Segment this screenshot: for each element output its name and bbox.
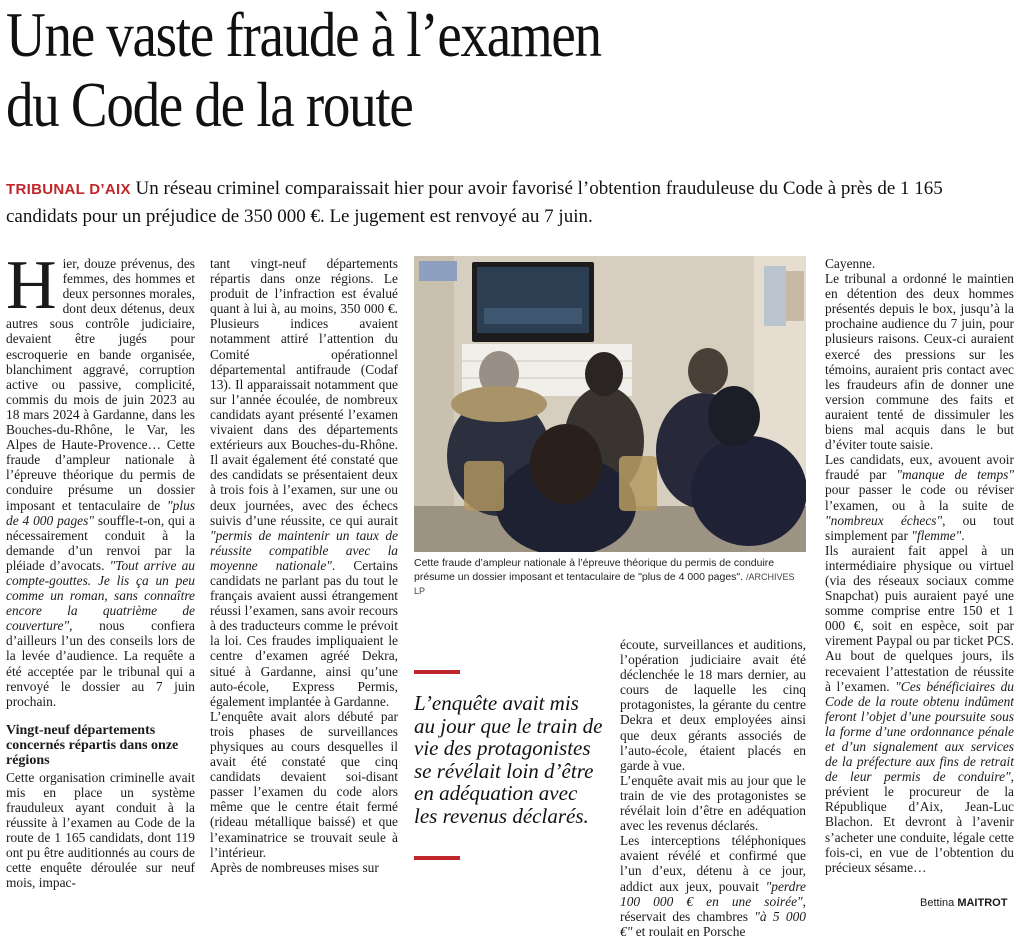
quote-run: "perdre 100 000 € en une soirée": [620, 878, 806, 909]
headline-line-2: du Code de la route: [6, 69, 413, 140]
text-run: Les interceptions téléphoniques avaient révélé et confirmé que l’un d’eux, détenu à ce jour, addict aux jeux, pouvait: [620, 833, 806, 894]
byline-first: Bettina: [920, 897, 955, 909]
photo-caption: [414, 556, 806, 598]
quote-run: "plus de 4 000 pages": [6, 497, 195, 528]
paragraph: Après de nombreuses mises sur: [210, 859, 379, 875]
column-4: [825, 256, 1014, 875]
headline: [6, 0, 870, 140]
subheading: Vingt-neuf départements concernés répartis dans onze régions: [6, 722, 179, 768]
text-run: . Certains candidats ne parlant pas du tout le français avaient aussi étrangement réussi l’examen, sans avoir recours à des traducteurs comme le prévoit la loi. Ces fraudes impliquaient le centre d’examen agréé Dekra, situé à Gardanne, ainsi qu’une auto-école, Express Permis, également implantée à Gardanne.: [210, 557, 398, 709]
paragraph: Le tribunal a ordonné le maintien en détention des deux hommes présentés depuis le box, jusqu’à la prochaine audience du 7 juin, pour plusieurs raisons. Ceux-ci auraient exercé des pressions sur les témoins, auraient pris contact avec les fraudeurs afin de donner une version commune des faits et auraient tenté de dissimuler les biens mal acquis dans le but d’éviter toute saisie.: [825, 271, 1014, 453]
paragraph: Cette organisation criminelle avait mis en place un système frauduleux ayant conduit à la réussite à l’examen au Code de la route de 1 165 candidats, dont 119 ont pu être auditionnés au cours de cette enquête déroulée sur neuf mois, impac-: [6, 769, 195, 891]
quote-run: "Tout arrive au compte-gouttes. Je lis ça un peu comme un roman, sans connaître encore la quatrième de couverture": [6, 557, 195, 634]
text-run: , réservait des chambres: [620, 893, 806, 924]
pullquote-rule-top: [414, 670, 460, 674]
text-run: tant vingt-neuf départements répartis dans onze régions. Le produit de l’infraction est évalué quant à lui à, au moins, 350 000 €. Plusieurs indices avaient notamment attiré l’attention du Comité opérationnel départemental antifraude (Codaf 13). Il apparaissait notamment que sur l’année écoulée, de nombreux candidats ayant présenté l’examen vivaient dans des départements extérieurs aux Bouches-du-Rhône. Il avait également été constaté que des candidats se présentaient deux à trois fois à l’examen, sur une ou deux journées, avec des échecs suivis d’une réussite, ce qui aurait: [210, 256, 398, 528]
quote-run: "à 5 000 €": [620, 908, 806, 939]
pullquote: L’enquête avait mis au jour que le train de vie des protagonistes se révélait loin d’être en adéquation avec les revenus déclarés.: [414, 691, 603, 828]
quote-run: "Ces bénéficiaires du Code de la route obtenu indûment feront l’objet d’une poursuite sous la forme d’une ordonnance pénale et d’un signalement aux services de la préfecture aux fins de retrait de leur permis de conduire": [825, 678, 1014, 785]
lede: [6, 175, 1014, 230]
pullquote-rule-bottom: [414, 856, 460, 860]
article-photo: [414, 256, 806, 552]
drop-cap: H: [6, 247, 57, 324]
classroom-illustration: [414, 256, 806, 552]
text-run: Ils auraient fait appel à un intermédiaire physique ou virtuel (via des réseaux sociaux comme Snapchat) puis auraient payé une somme comprise entre 150 et 1 000 €, soit en espèce, soit par virement Paypal ou par ticket PCS. Au bout de quelques jours, ils recevaient l’attestation de réussite à l’examen.: [825, 542, 1014, 694]
quote-run: "nombreux échecs": [825, 512, 943, 528]
photo-credit: /ARCHIVES LP: [414, 572, 795, 596]
paragraph: [620, 833, 806, 939]
byline-last: MAITROT: [957, 897, 1008, 909]
column-1: [6, 247, 195, 891]
paragraph: écoute, surveillances et auditions, l’opération judiciaire avait été déclenchée le 18 mars dernier, au cours de laquelle les cinq protagonistes, la gérante du centre Dekra et deux employées ainsi que deux gérants associés de l’auto-école, étaient placés en garde à vue.: [620, 637, 806, 773]
paragraph: [6, 247, 195, 709]
text-run: , ou tout simplement par: [825, 512, 1015, 543]
text-run: , nous confiera d’ailleurs l’un des conseils lors de la levée d’audience. La requête a été acceptée par le tribunal qui a renvoyé le dossier au 7 juin prochain.: [6, 618, 195, 709]
paragraph: Les candidats, eux, avouent avoir fraudé par "manque de temps" pour passer le code ou réviser l’examen, ou à la suite de "nombreux échecs", ou tout simplement par "flemme".: [825, 452, 1015, 543]
text-run: Les candidats, eux, avouent avoir fraudé par: [825, 452, 1014, 483]
paragraph: [825, 543, 1014, 875]
text-run: et roulait en Porsche: [635, 923, 746, 939]
kicker: TRIBUNAL D’AIX: [6, 181, 131, 198]
paragraph: L’enquête avait mis au jour que le train de vie des protagonistes se révélait loin d’être en adéquation avec les revenus déclarés.: [620, 772, 806, 834]
column-2: [210, 256, 398, 875]
paragraph: L’enquête avait alors débuté par trois phases de surveillances physiques au cours desquelles il avait été constaté que cinq candidats devaient soi-disant passer l’examen du code alors même que le centre était fermé (rideau métallique baissé) et que l’examinatrice se trouvait seule à l’intérieur.: [210, 708, 398, 860]
byline: [920, 897, 1007, 909]
text-run: souffle-t-on, qui a nécessairement conduit à la demande d’un renvoi par la pléiade d’avocats.: [6, 512, 195, 573]
quote-run: "permis de maintenir un taux de réussite compatible avec la moyenne nationale": [210, 527, 398, 573]
headline-line-1: Une vaste fraude à l’examen: [6, 0, 601, 70]
caption-text: Cette fraude d’ampleur nationale à l’épreuve théorique du permis de conduire présume un dossier imposant et tentaculaire de "plus de 4 000 pages".: [414, 557, 775, 583]
text-run: , prévient le procureur de la République d’Aix, Jean-Luc Blachon. Et devront à l’avenir s’acheter une conduite, légale cette fois-ci, en vue de l’obtention du précieux sésame…: [825, 769, 1014, 875]
text-run: ier, douze prévenus, des femmes, des hommes et deux personnes morales, dont deux détenus, deux autres sous contrôle judiciaire, devaient être jugés pour escroquerie en bande organisée, blanchiment aggravé, corruption active ou passive, complicité, commis du mois de juin 2023 au 18 mars 2024 à Gardanne, dans les Bouches-du-Rhône, le Var, les Alpes de Haute-Provence… Cette fraude d’ampleur nationale à l’épreuve théorique du permis de conduire présume un dossier imposant et tentaculaire de: [6, 256, 195, 513]
paragraph: [210, 256, 398, 709]
quote-run: "flemme": [911, 527, 962, 543]
text-run: pour passer le code ou réviser l’examen, ou à la suite de: [825, 482, 1014, 513]
column-3: [620, 637, 806, 939]
quote-run: "manque de temps": [896, 467, 1014, 483]
paragraph: Cayenne.: [825, 256, 876, 271]
lede-text: Un réseau criminel comparaissait hier pour avoir favorisé l’obtention frauduleuse du Code à près de 1 165 candidats pour un préjudice de 350 000 €. Le jugement est renvoyé au 7 juin.: [6, 178, 943, 227]
